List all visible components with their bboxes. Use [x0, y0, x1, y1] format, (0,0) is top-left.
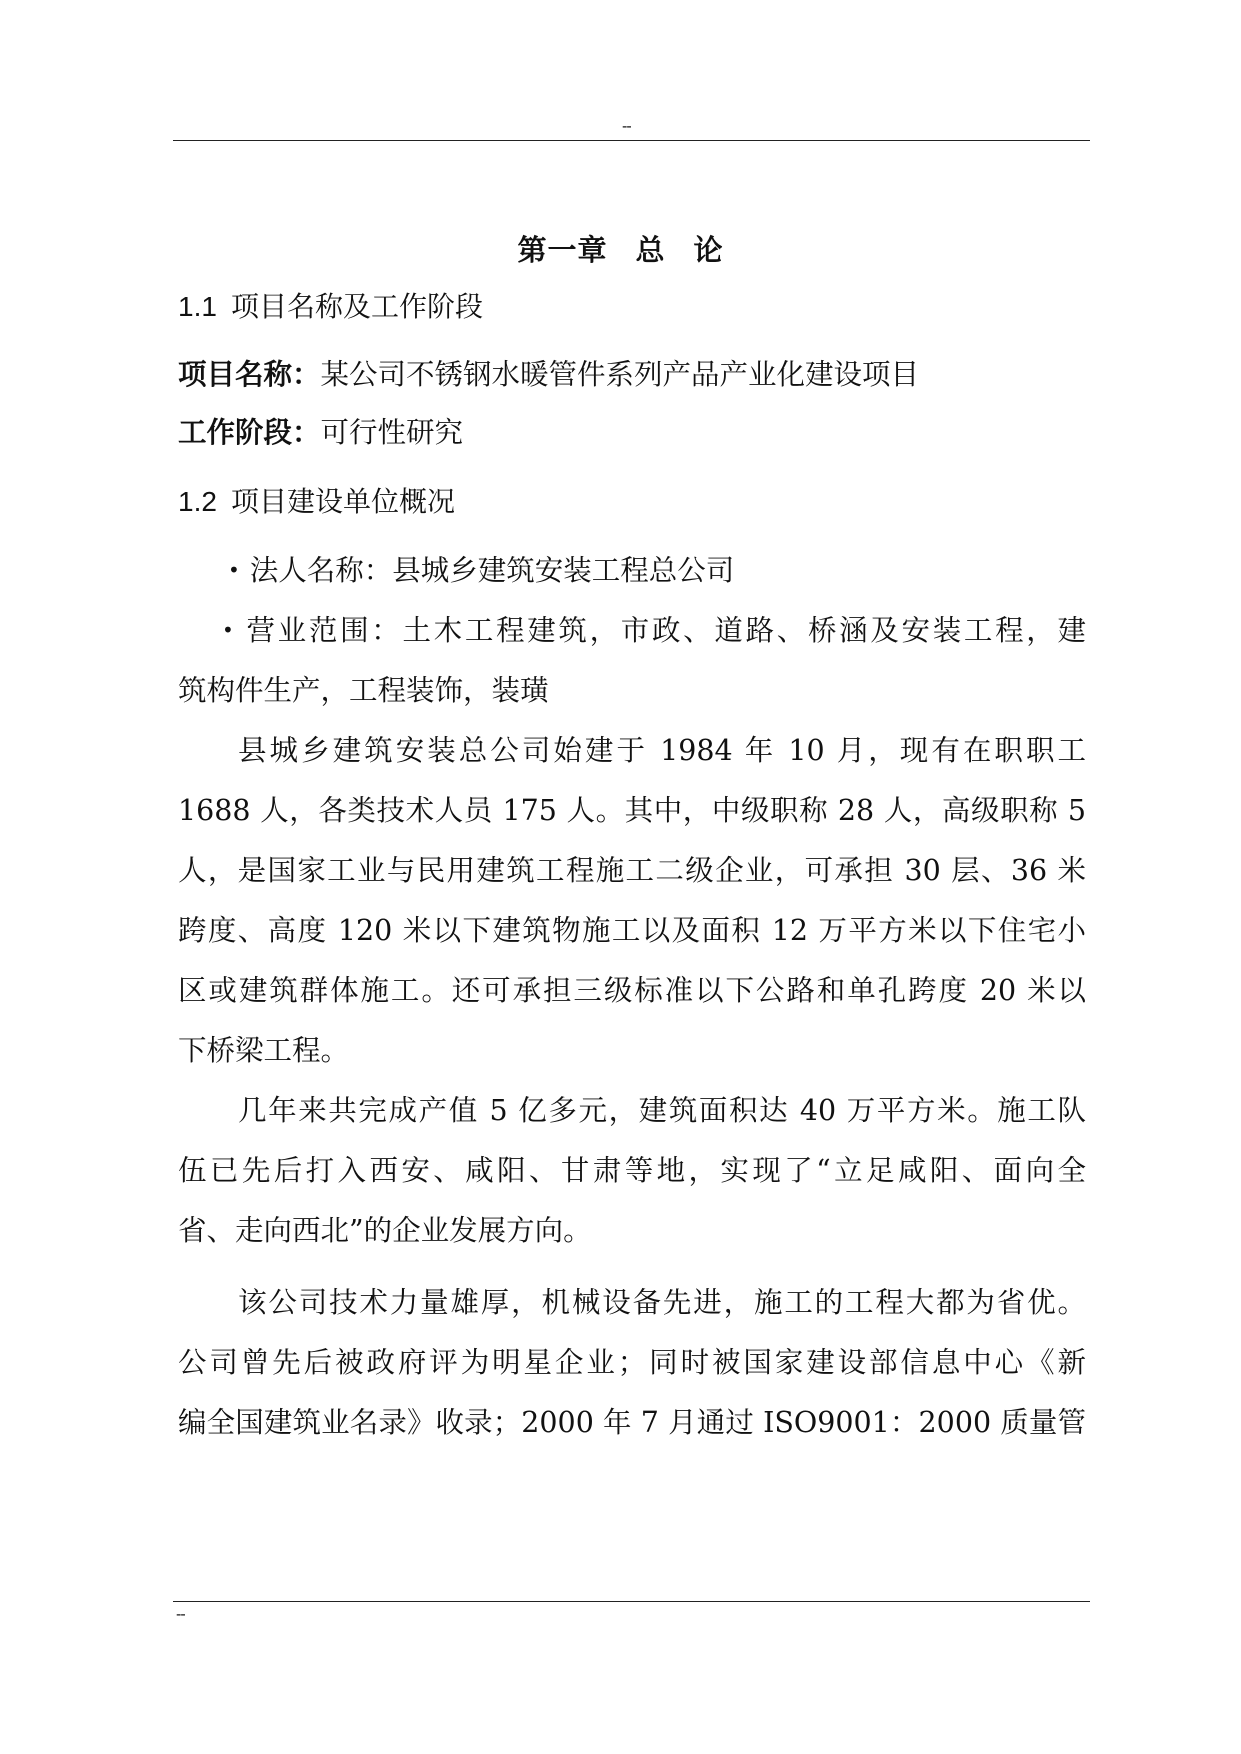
- paragraph-line: 跨度、高度 120 米以下建筑物施工以及面积 12 万平方米以下住宅小: [178, 914, 1086, 947]
- header-mark: --: [622, 118, 631, 135]
- work-stage-line: [178, 410, 463, 451]
- header-rule: [173, 140, 1090, 141]
- bullet-icon: •: [222, 618, 234, 642]
- section-heading-2: [178, 480, 455, 520]
- paragraph-line: 省、走向西北”的企业发展方向。: [178, 1214, 592, 1247]
- paragraph-line: 县城乡建筑安装总公司始建于 1984 年 10 月，现有在职职工: [238, 734, 1086, 767]
- chapter-title: [0, 228, 1241, 269]
- section-heading-1: [178, 285, 483, 325]
- bullet-item-legal-name: [228, 548, 734, 589]
- section-number: 1.1: [178, 291, 217, 322]
- paragraph-line: 该公司技术力量雄厚，机械设备先进，施工的工程大都为省优。: [238, 1286, 1086, 1319]
- footer-rule: [173, 1601, 1090, 1602]
- bullet-text: 法人名称：县城乡建筑安装工程总公司: [249, 554, 735, 587]
- paragraph-line: 几年来共完成产值 5 亿多元，建筑面积达 40 万平方米。施工队: [238, 1094, 1086, 1127]
- project-name-line: [178, 352, 919, 393]
- paragraph-line: 伍已先后打入西安、咸阳、甘肃等地，实现了“立足咸阳、面向全: [178, 1154, 1086, 1187]
- section-number: 1.2: [178, 486, 217, 517]
- paragraph-line: 公司曾先后被政府评为明星企业；同时被国家建设部信息中心《新: [178, 1346, 1086, 1379]
- bullet-icon: •: [228, 558, 240, 582]
- paragraph-line: 1688 人，各类技术人员 175 人。其中，中级职称 28 人，高级职称 5: [178, 794, 1086, 827]
- bullet-item-business-scope: [222, 608, 1086, 649]
- work-stage-value: 可行性研究: [320, 416, 464, 449]
- project-name-value: 某公司不锈钢水暖管件系列产品产业化建设项目: [320, 358, 920, 391]
- chapter-number: 第一章: [517, 233, 608, 267]
- footer-mark: --: [176, 1606, 185, 1623]
- paragraph-line: 人，是国家工业与民用建筑工程施工二级企业，可承担 30 层、36 米: [178, 854, 1086, 887]
- paragraph-line: 编全国建筑业名录》收录；2000 年 7 月通过 ISO9001：2000 质量管: [178, 1406, 1086, 1439]
- work-stage-label: 工作阶段：: [178, 416, 321, 449]
- section-title: 项目建设单位概况: [230, 485, 455, 518]
- bullet-continuation: 筑构件生产，工程装饰，装璜: [178, 674, 549, 707]
- chapter-word-1: 总: [635, 233, 666, 267]
- paragraph-line: 区或建筑群体施工。还可承担三级标准以下公路和单孔跨度 20 米以: [178, 974, 1086, 1007]
- chapter-word-2: 论: [693, 233, 724, 267]
- project-name-label: 项目名称：: [178, 358, 321, 391]
- paragraph-line: 下桥梁工程。: [178, 1034, 350, 1067]
- section-title: 项目名称及工作阶段: [230, 290, 483, 323]
- bullet-text: 营业范围：土木工程建筑，市政、道路、桥涵及安装工程，建: [243, 614, 1086, 647]
